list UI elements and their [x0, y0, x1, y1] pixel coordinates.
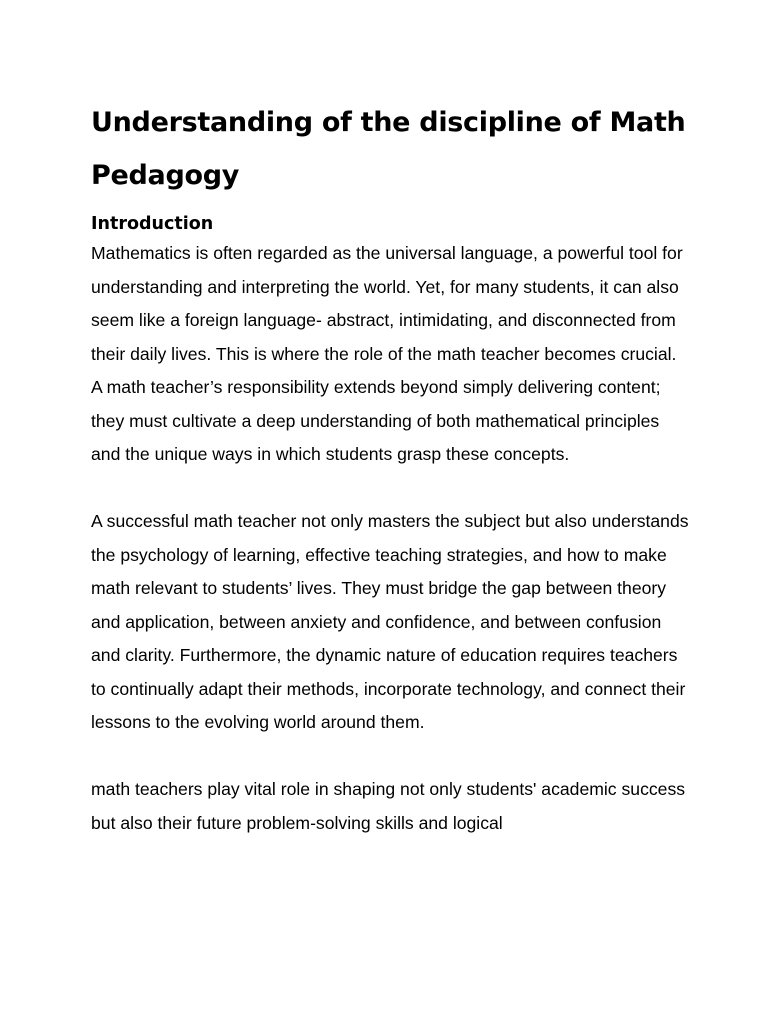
paragraph: Mathematics is often regarded as the universal language, a powerful tool for understanding and interpreting the world. Yet, for many students, it can also seem like a foreign language- abstract, intimidating, and disconnected from their daily lives. This is where the role of the math teacher becomes crucial. A math teacher’s responsibility extends beyond simply delivering content; they must cultivate a deep understanding of both mathematical principles and the unique ways in which students grasp these concepts. [91, 243, 683, 464]
paragraph: math teachers play vital role in shaping not only students' academic success but also their future problem-solving skills and logical [91, 779, 686, 833]
document-title: Understanding of the discipline of Math Pedagogy [91, 107, 686, 191]
document-body [91, 96, 691, 840]
section-heading-introduction: Introduction [91, 214, 214, 234]
paragraph: A successful math teacher not only masters the subject but also understands the psychology of learning, effective teaching strategies, and how to make math relevant to students’ lives. They must bridge the gap between theory and application, between anxiety and confidence, and between confusion and clarity. Furthermore, the dynamic nature of education requires teachers to continually adapt their methods, incorporate technology, and connect their lessons to the evolving world around them. [91, 511, 689, 732]
